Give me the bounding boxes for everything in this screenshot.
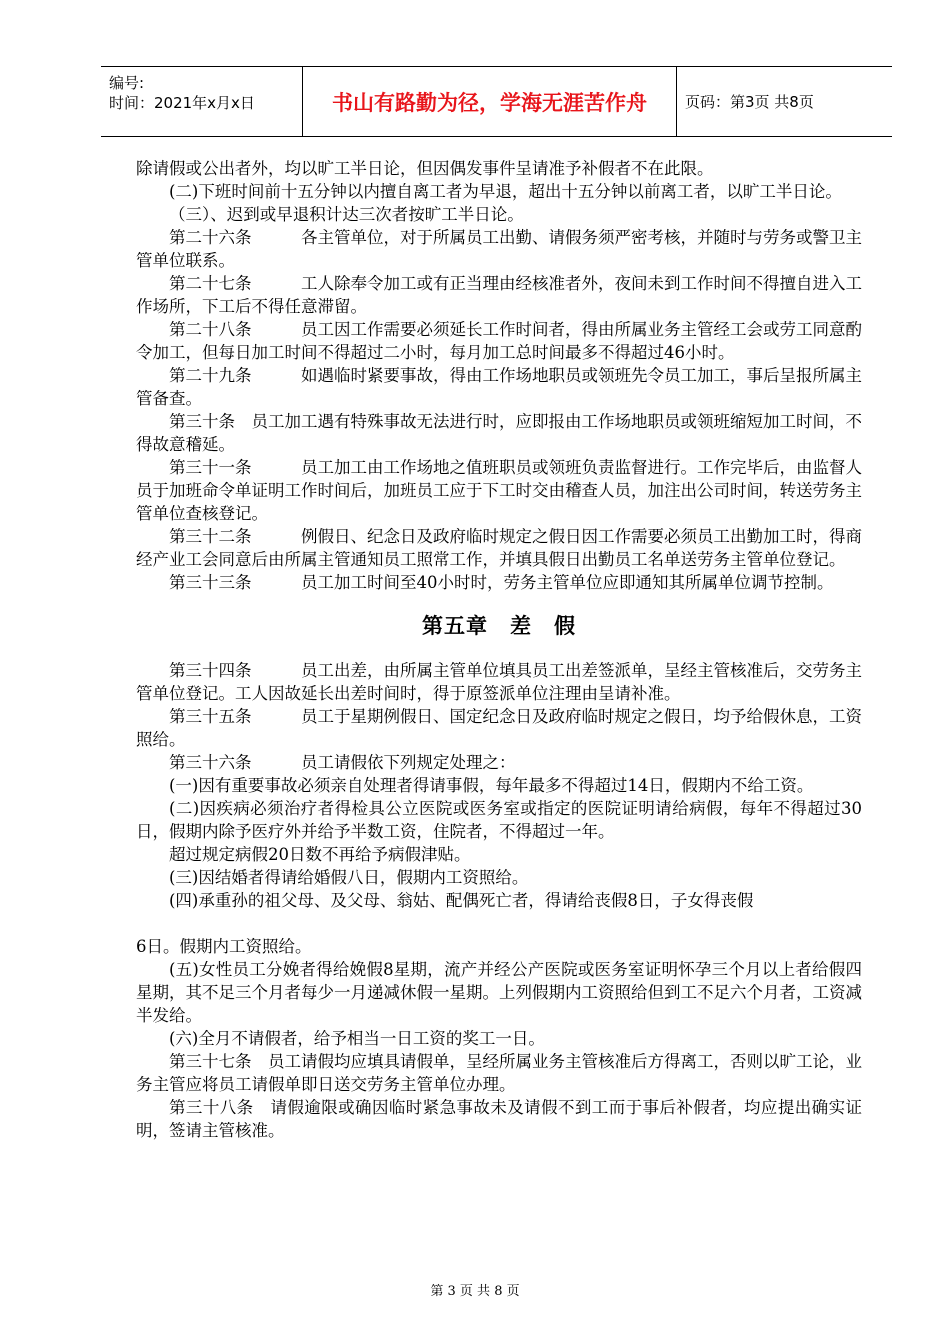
- header-table: [101, 66, 892, 137]
- motto-text: 书山有路勤为径，学海无涯苦作舟: [332, 90, 647, 115]
- list-item: (二)因疾病必须治疗者得检具公立医院或医务室或指定的医院证明请给病假，每年不得超过30日，假期内除予医疗外并给予半数工资，住院者，不得超过一年。: [136, 799, 862, 841]
- page-footer: [0, 1280, 950, 1299]
- list-item: (五)女性员工分娩者得给娩假8星期，流产并经公产医院或医务室证明怀孕三个月以上者给假四星期，其不足三个月者每少一月递减休假一星期。上列假期内工资照给但到工不足六个月者，工资减半发给。: [136, 960, 862, 1025]
- list-item: (六)全月不请假者，给予相当一日工资的奖工一日。: [169, 1029, 545, 1048]
- page-label: 页码：第3页 共8页: [685, 93, 814, 111]
- article-38: 第三十八条 请假逾限或确因临时紧急事故未及请假不到工而于事后补假者，均应提出确实证明，签请主管核准。: [136, 1098, 862, 1140]
- header-motto-cell: [303, 67, 677, 136]
- article-29: 第二十九条 如遇临时紧要事故，得由工作场地职员或领班先令员工加工，事后呈报所属主管备查。: [136, 366, 862, 408]
- article-36: 第三十六条 员工请假依下列规定处理之：: [169, 753, 516, 772]
- document-body: [136, 157, 862, 1142]
- header-page-cell: [677, 67, 892, 136]
- article-34: 第三十四条 员工出差，由所属主管单位填具员工出差签派单，呈经主管核准后，交劳务主管单位登记。工人因故延长出差时间时，得于原签派单位注理由呈请补准。: [136, 661, 862, 703]
- article-35: 第三十五条 员工于星期例假日、国定纪念日及政府临时规定之假日，均予给假休息，工资照给。: [136, 707, 862, 749]
- article-33: 第三十三条 员工加工时间至40小时时，劳务主管单位应即通知其所属单位调节控制。: [169, 573, 834, 592]
- chapter-heading: 第五章 差 假: [422, 614, 576, 638]
- article-30: 第三十条 员工加工遇有特殊事故无法进行时，应即报由工作场地职员或领班缩短加工时间，不得故意稽延。: [136, 412, 862, 454]
- number-label: 编号:: [109, 74, 145, 92]
- article-28: 第二十八条 员工因工作需要必须延长工作时间者，得由所属业务主管经工会或劳工同意酌令加工，但每日加工时间不得超过二小时，每月加工总时间最多不得超过46小时。: [136, 320, 862, 362]
- article-32: 第三十二条 例假日、纪念日及政府临时规定之假日因工作需要必须员工出勤加工时，得商经产业工会同意后由所属主管通知员工照常工作，并填具假日出勤员工名单送劳务主管单位登记。: [136, 527, 862, 569]
- list-item: (四)承重孙的祖父母、及父母、翁姑、配偶死亡者，得请给丧假8日，子女得丧假: [169, 891, 754, 910]
- article-37: 第三十七条 员工请假均应填具请假单，呈经所属业务主管核准后方得离工，否则以旷工论，业务主管应将员工请假单即日送交劳务主管单位办理。: [136, 1052, 862, 1094]
- paragraph: 6日。假期内工资照给。: [136, 937, 312, 956]
- time-label: 时间：2021年x月x日: [109, 94, 255, 112]
- article-31: 第三十一条 员工加工由工作场地之值班职员或领班负责监督进行。工作完毕后，由监督人员于加班命令单证明工作时间后，加班员工应于下工时交由稽查人员，加注出公司时间，转送劳务主管单位查核登记。: [136, 458, 862, 523]
- article-27: 第二十七条 工人除奉令加工或有正当理由经核准者外，夜间未到工作时间不得擅自进入工作场所，下工后不得任意滞留。: [136, 274, 862, 316]
- paragraph: 超过规定病假20日数不再给予病假津贴。: [169, 845, 471, 864]
- paragraph: 除请假或公出者外，均以旷工半日论，但因偶发事件呈请准予补假者不在此限。: [136, 159, 714, 178]
- article-26: 第二十六条 各主管单位，对于所属员工出勤、请假务须严密考核，并随时与劳务或警卫主管单位联系。: [136, 228, 862, 270]
- spacer: [136, 912, 862, 935]
- paragraph: (二)下班时间前十五分钟以内擅自离工者为早退，超出十五分钟以前离工者，以旷工半日论。: [169, 182, 842, 201]
- list-item: (一)因有重要事故必须亲自处理者得请事假，每年最多不得超过14日，假期内不给工资。: [169, 776, 814, 795]
- footer-page-number: 第 3 页 共 8 页: [430, 1284, 520, 1299]
- paragraph: （三）、迟到或早退积计达三次者按旷工半日论。: [169, 205, 524, 224]
- list-item: (三)因结婚者得请给婚假八日，假期内工资照给。: [169, 868, 529, 887]
- header-left-cell: [101, 67, 303, 136]
